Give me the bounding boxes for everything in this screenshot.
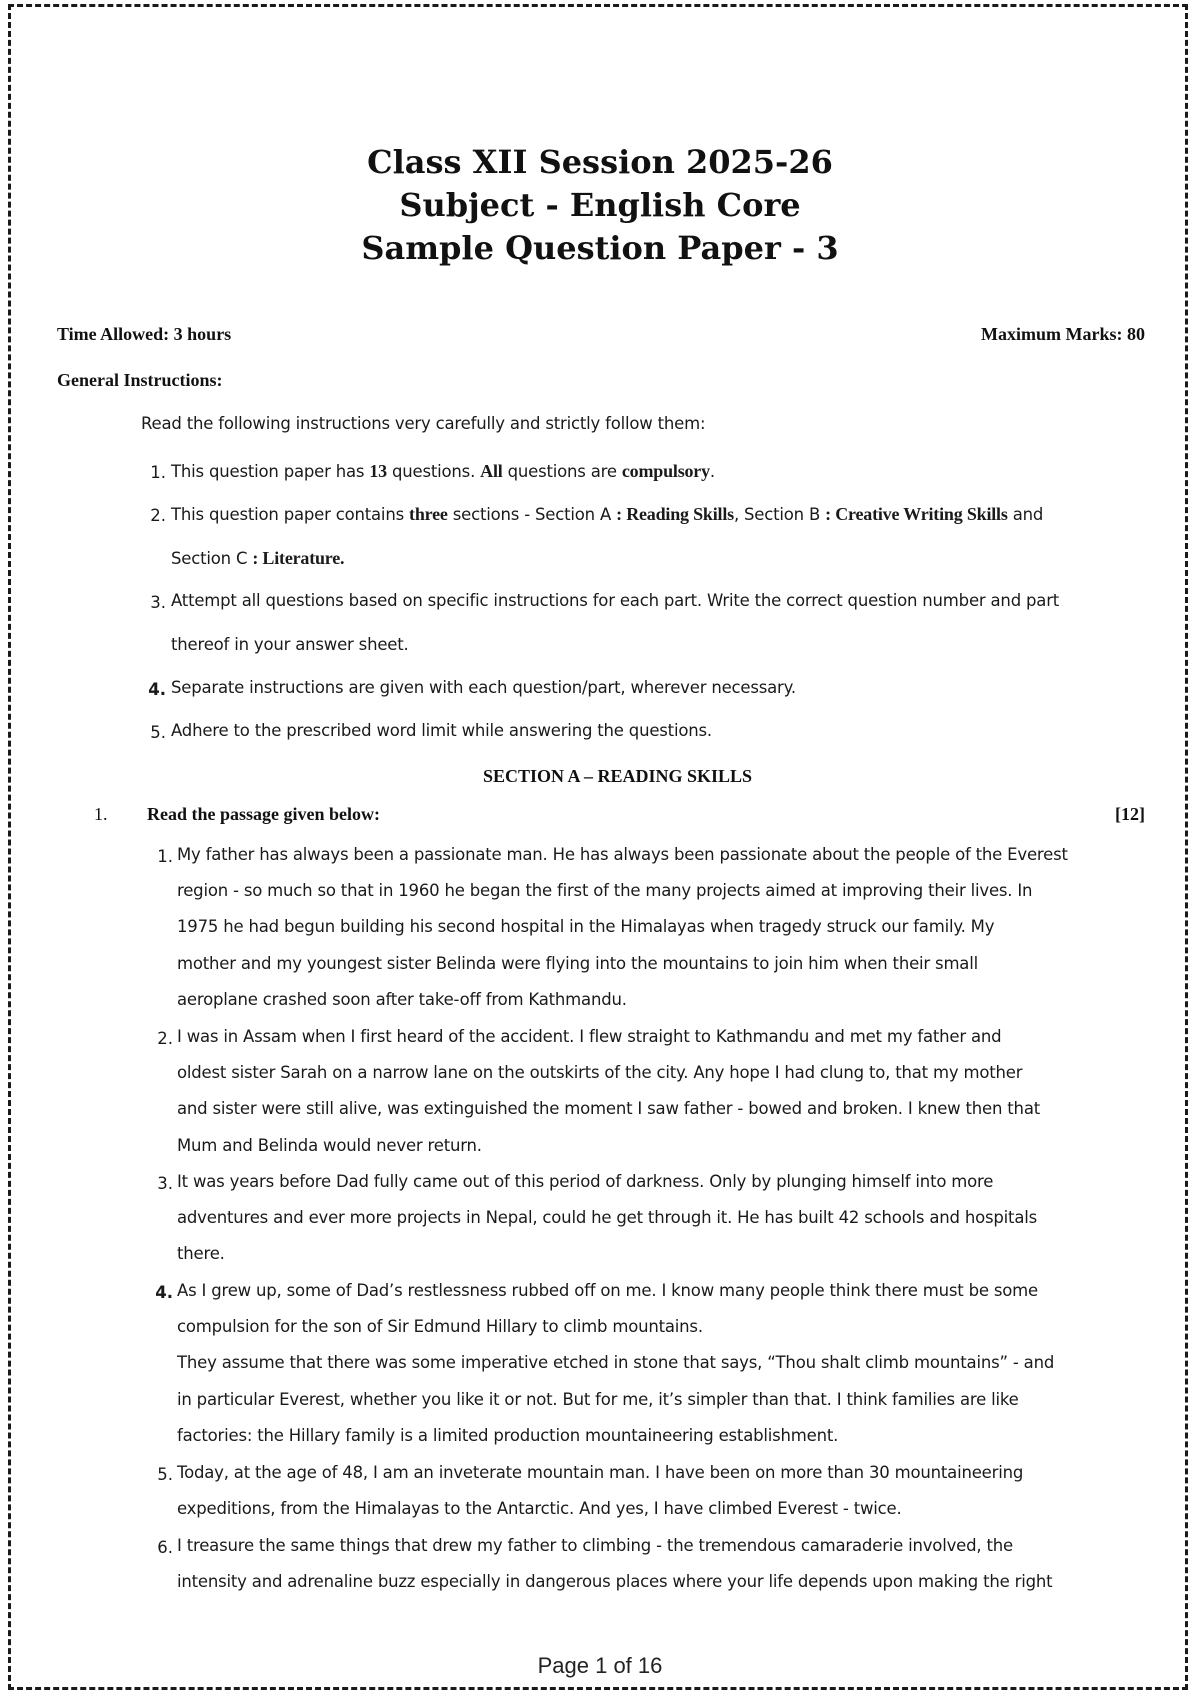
- instruction-item: Separate instructions are given with each question/part, wherever necessary.: [171, 678, 796, 697]
- passage-line: intensity and adrenaline buzz especially in dangerous places where your life depends upon making the right: [177, 1572, 1053, 1591]
- paragraph-number: 2.: [157, 1029, 173, 1048]
- passage-line: there.: [177, 1244, 225, 1263]
- passage-line: oldest sister Sarah on a narrow lane on the outskirts of the city. Any hope I had clung to, that my mother: [177, 1063, 1023, 1082]
- passage-line: aeroplane crashed soon after take-off from Kathmandu.: [177, 990, 627, 1009]
- passage-line: My father has always been a passionate man. He has always been passionate about the people of the Everest: [177, 845, 1068, 864]
- paragraph-number: 1.: [157, 847, 173, 866]
- instruction-item-continued: Section C : Literature.: [171, 548, 345, 568]
- instructions-intro: Read the following instructions very carefully and strictly follow them:: [141, 414, 706, 433]
- question-marks: [12]: [1115, 804, 1145, 824]
- instruction-number: 3.: [150, 593, 166, 612]
- instruction-number: 1.: [150, 463, 166, 482]
- class-session-title: Class XII Session 2025-26: [367, 143, 833, 181]
- instruction-item: Attempt all questions based on specific instructions for each part. Write the correct question number and part: [171, 591, 1060, 610]
- passage-line: adventures and ever more projects in Nepal, could he get through it. He has built 42 schools and hospitals: [177, 1208, 1038, 1227]
- passage-line: As I grew up, some of Dad’s restlessness rubbed off on me. I know many people think there must be some: [177, 1281, 1038, 1300]
- question-number: 1.: [94, 804, 108, 824]
- instruction-item: This question paper has 13 questions. All questions are compulsory.: [171, 461, 715, 481]
- passage-line: and sister were still alive, was extinguished the moment I saw father - bowed and broken. I knew then that: [177, 1099, 1041, 1118]
- paragraph-number: 6.: [157, 1538, 173, 1557]
- instruction-number: 2.: [150, 506, 166, 525]
- page-number: Page 1 of 16: [537, 1653, 663, 1678]
- passage-line: expeditions, from the Himalayas to the Antarctic. And yes, I have climbed Everest - twice.: [177, 1499, 902, 1518]
- instruction-number: 5.: [150, 723, 166, 742]
- section-a-heading: SECTION A – READING SKILLS: [482, 766, 753, 786]
- passage-line: It was years before Dad fully came out of this period of darkness. Only by plunging himself into more: [177, 1172, 994, 1191]
- maximum-marks: Maximum Marks: 80: [981, 324, 1145, 344]
- instruction-number: 4.: [148, 680, 166, 699]
- passage-line: Mum and Belinda would never return.: [177, 1136, 482, 1155]
- passage-line: I treasure the same things that drew my father to climbing - the tremendous camaraderie involved, the: [177, 1536, 1013, 1555]
- instruction-item: This question paper contains three sections - Section A : Reading Skills, Section B : Creative Writing Skills and: [171, 504, 1044, 524]
- paragraph-number: 5.: [157, 1465, 173, 1484]
- general-instructions-heading: General Instructions:: [57, 370, 223, 390]
- subject-title: Subject - English Core: [399, 186, 801, 224]
- passage-line: mother and my youngest sister Belinda were flying into the mountains to join him when their small: [177, 954, 978, 973]
- paper-title: Sample Question Paper - 3: [361, 229, 839, 267]
- passage-line: 1975 he had begun building his second hospital in the Himalayas when tragedy struck our family. My: [177, 917, 995, 936]
- passage-line: compulsion for the son of Sir Edmund Hillary to climb mountains.: [177, 1317, 703, 1336]
- passage-line: in particular Everest, whether you like it or not. But for me, it’s simpler than that. I think families are like: [177, 1390, 1019, 1409]
- passage-line: They assume that there was some imperative etched in stone that says, “Thou shalt climb mountains” - and: [177, 1353, 1055, 1372]
- passage-line: factories: the Hillary family is a limited production mountaineering establishment.: [177, 1426, 839, 1445]
- paragraph-number: 4.: [155, 1283, 173, 1302]
- time-allowed: Time Allowed: 3 hours: [57, 324, 232, 344]
- passage-line: Today, at the age of 48, I am an inveterate mountain man. I have been on more than 30 mountaineering: [177, 1463, 1024, 1482]
- passage-line: region - so much so that in 1960 he began the first of the many projects aimed at improving their lives. In: [177, 881, 1033, 900]
- paragraph-number: 3.: [157, 1174, 173, 1193]
- instruction-item-continued: thereof in your answer sheet.: [171, 635, 409, 654]
- question-text: Read the passage given below:: [147, 804, 380, 824]
- passage-line: I was in Assam when I first heard of the accident. I flew straight to Kathmandu and met my father and: [177, 1027, 1002, 1046]
- instruction-item: Adhere to the prescribed word limit while answering the questions.: [171, 721, 712, 740]
